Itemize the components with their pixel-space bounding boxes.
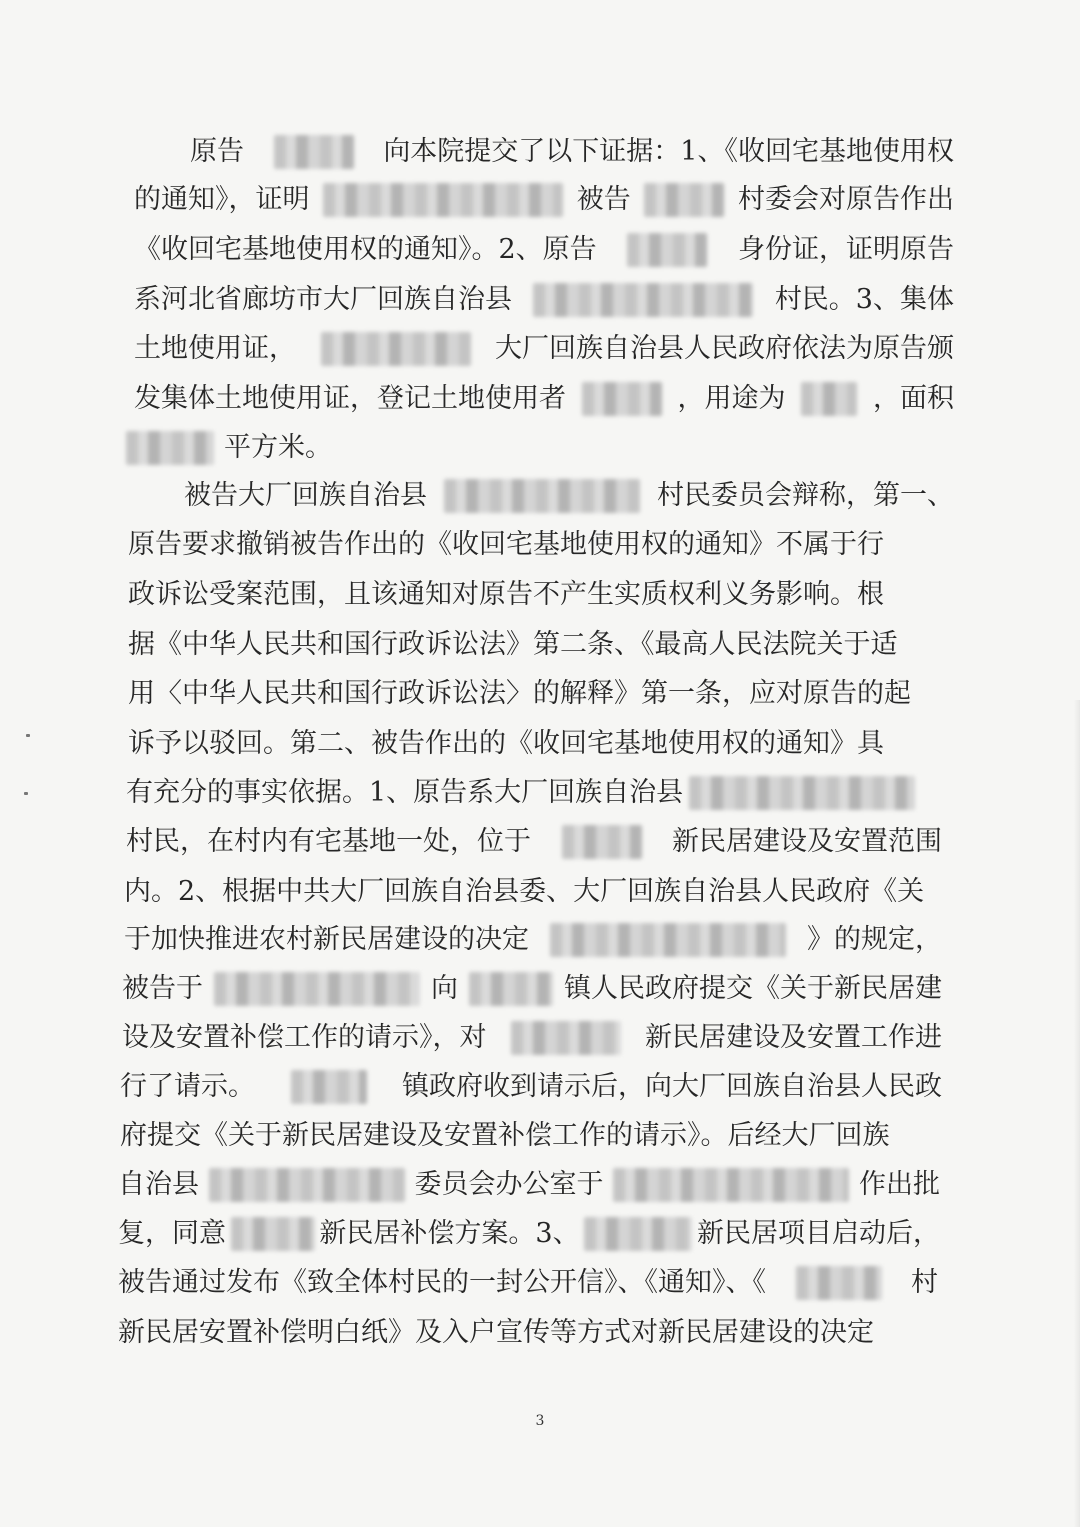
text-segment: 府提交《关于新民居建设及安置补偿工作的请示》。后经大厂回族: [120, 1120, 890, 1151]
text-segment: 新民居安置补偿明白纸》及入户宣传等方式对新民居建设的决定: [118, 1317, 874, 1348]
redaction-block: [627, 233, 707, 267]
text-segment: 镇人民政府提交《关于新民居建: [564, 973, 942, 1004]
text-line: [184, 476, 954, 516]
text-segment: 有充分的事实依据。1、原告系大厂回族自治县: [126, 777, 684, 808]
text-segment: 新民居建设及安置工作进: [645, 1022, 942, 1053]
text-segment: 原告要求撤销被告作出的《收回宅基地使用权的通知》不属于行: [128, 529, 884, 560]
text-segment: 行了请示。: [120, 1071, 255, 1102]
text-segment: 新民居补偿方案。3、: [319, 1218, 580, 1249]
redaction-block: [444, 479, 640, 513]
redaction-block: [321, 332, 471, 366]
text-segment: 向: [431, 973, 458, 1004]
text-line: [118, 1263, 938, 1303]
text-line: [134, 329, 954, 369]
text-segment: 被告: [576, 184, 631, 215]
text-segment: 于加快推进农村新民居建设的决定: [124, 924, 529, 955]
text-segment: 作出批: [859, 1169, 940, 1200]
text-segment: 大厂回族自治县人民政府依法为原告颁: [495, 333, 954, 364]
text-line: [190, 132, 954, 172]
text-line: [124, 920, 942, 960]
text-line: [128, 575, 954, 615]
text-segment: 发集体土地使用证，登记土地使用者: [134, 383, 566, 414]
text-line: [120, 1067, 942, 1107]
redaction-block: [796, 1266, 882, 1300]
text-line: [128, 625, 954, 665]
text-segment: 政诉讼受案范围，且该通知对原告不产生实质权利义务影响。根: [128, 579, 884, 610]
redaction-block: [323, 183, 563, 217]
redaction-block: [550, 923, 786, 957]
text-line: [134, 280, 954, 320]
text-segment: 诉予以驳回。第二、被告作出的《收回宅基地使用权的通知》具: [128, 728, 884, 759]
text-segment: 《收回宅基地使用权的通知》。2、原告: [134, 234, 597, 265]
text-segment: 村民。3、集体: [774, 284, 954, 315]
redaction-block: [274, 135, 354, 169]
text-segment: 村民，在村内有宅基地一处，位于: [126, 826, 531, 857]
text-segment: 向本院提交了以下证据：1、《收回宅基地使用权: [383, 136, 954, 167]
text-segment: 的通知》，证明: [134, 184, 310, 215]
redaction-block: [209, 1168, 405, 1202]
text-segment: 土地使用证，: [134, 333, 296, 364]
text-segment: 新民居建设及安置范围: [672, 826, 942, 857]
text-segment: 被告通过发布《致全体村民的一封公开信》、《通知》、《: [118, 1267, 766, 1298]
text-segment: 据《中华人民共和国行政诉讼法》第二条、《最高人民法院关于适: [128, 629, 898, 660]
redaction-block: [613, 1168, 849, 1202]
text-segment: 新民居项目启动后，: [697, 1218, 940, 1249]
text-line: [118, 1313, 938, 1353]
text-line: [118, 1165, 940, 1205]
text-segment: ，面积: [873, 383, 954, 414]
text-line: [126, 428, 332, 468]
text-segment: 村: [911, 1267, 938, 1298]
text-line: [122, 1018, 942, 1058]
text-line: [120, 1116, 942, 1156]
redaction-block: [562, 825, 642, 859]
text-line: [134, 379, 954, 419]
text-segment: 内。2、根据中共大厂回族自治县委、大厂回族自治县人民政府《关: [124, 876, 925, 907]
redaction-block: [533, 283, 753, 317]
redaction-block: [126, 431, 214, 465]
text-line: [126, 822, 942, 862]
text-line: [128, 724, 954, 764]
redaction-block: [291, 1070, 367, 1104]
text-segment: 原告: [190, 136, 244, 167]
text-segment: 镇政府收到请示后，向大厂回族自治县人民政: [402, 1071, 942, 1102]
text-line: [128, 525, 954, 565]
text-segment: 村委会对原告作出: [738, 184, 954, 215]
text-line: [126, 773, 915, 813]
redaction-block: [511, 1021, 621, 1055]
redaction-block: [214, 972, 420, 1006]
text-segment: 委员会办公室于: [414, 1169, 604, 1200]
text-segment: 用〈中华人民共和国行政诉讼法〉的解释》第一条，应对原告的起: [128, 678, 911, 709]
text-segment: 身份证，证明原告: [738, 234, 954, 265]
text-line: [122, 969, 942, 1009]
text-segment: 复，同意: [118, 1218, 226, 1249]
redaction-block: [231, 1217, 315, 1251]
text-line: [118, 1214, 940, 1254]
text-segment: ，用途为: [677, 383, 786, 414]
text-line: [134, 180, 954, 220]
text-segment: 设及安置补偿工作的请示》，对: [122, 1022, 487, 1053]
text-line: [134, 230, 954, 270]
redaction-block: [584, 1217, 692, 1251]
text-line: [124, 872, 944, 912]
redaction-block: [801, 382, 857, 416]
redaction-block: [644, 183, 724, 217]
text-segment: 平方米。: [224, 432, 332, 463]
text-segment: 被告于: [122, 973, 203, 1004]
page-number: 3: [535, 1413, 545, 1429]
text-segment: 村民委员会辩称，第一、: [657, 480, 954, 511]
redaction-block: [689, 776, 915, 810]
redaction-block: [469, 972, 553, 1006]
text-segment: 》的规定，: [807, 924, 942, 955]
text-segment: 自治县: [118, 1169, 199, 1200]
text-line: [128, 674, 954, 714]
text-segment: 被告大厂回族自治县: [184, 480, 427, 511]
text-segment: 系河北省廊坊市大厂回族自治县: [134, 284, 512, 315]
redaction-block: [582, 382, 662, 416]
